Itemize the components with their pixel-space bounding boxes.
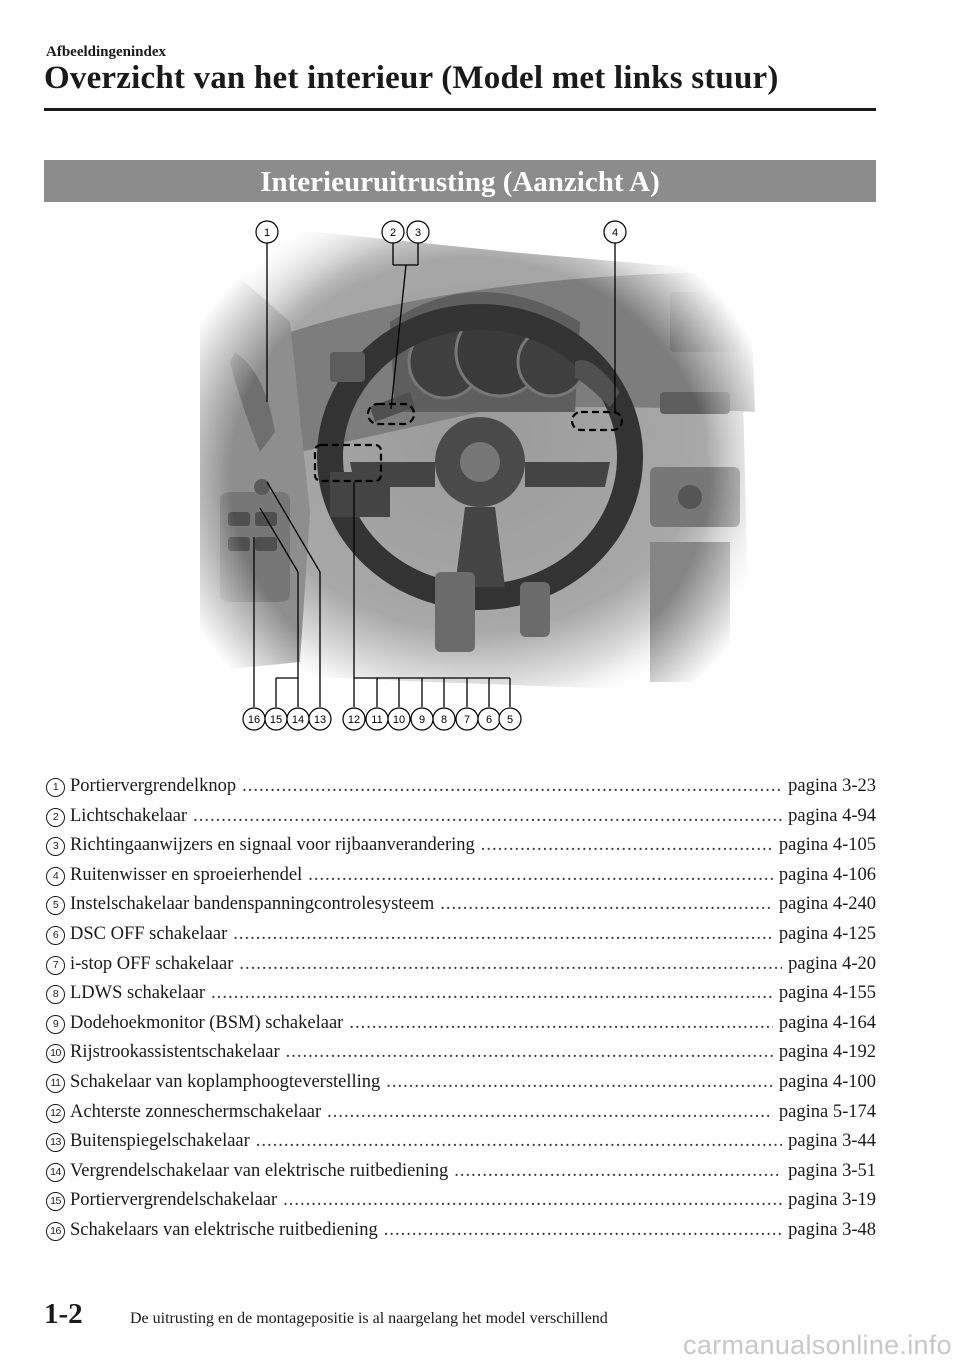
callout-1 — [256, 221, 278, 243]
page-reference[interactable]: pagina 3-23 — [788, 776, 876, 796]
page-reference[interactable]: pagina 3-19 — [788, 1190, 876, 1211]
svg-text:15: 15 — [269, 714, 283, 726]
interior-illustration — [180, 212, 760, 742]
svg-text:11: 11 — [371, 714, 383, 726]
item-number: 16 — [46, 1222, 65, 1241]
svg-text:12: 12 — [347, 714, 361, 726]
item-label: Achterste zonneschermschakelaar — [70, 1101, 322, 1122]
item-number: 9 — [46, 1015, 65, 1034]
item-label: i-stop OFF schakelaar — [70, 953, 234, 974]
item-label: Ruitenwisser en sproeierhendel — [70, 864, 303, 885]
callout-11 — [366, 708, 388, 730]
legend-item — [46, 1190, 876, 1220]
svg-text:3: 3 — [414, 227, 422, 239]
page-reference[interactable]: pagina 5-174 — [778, 1101, 876, 1122]
item-number: 6 — [46, 926, 65, 945]
legend-item — [46, 1161, 876, 1191]
legend-item — [46, 1013, 876, 1043]
page-reference[interactable]: pagina 3-48 — [788, 1219, 876, 1240]
callout-2 — [382, 221, 404, 243]
item-number: 4 — [46, 867, 65, 886]
page-reference[interactable]: pagina 3-44 — [788, 1131, 876, 1152]
callout-14 — [287, 708, 309, 730]
item-label: Rijstrookassistentschakelaar — [70, 1042, 280, 1063]
title-rule — [44, 108, 876, 111]
callout-6 — [478, 708, 500, 730]
page-reference[interactable]: pagina 4-125 — [778, 923, 876, 944]
callout-10 — [388, 708, 410, 730]
page-reference[interactable]: pagina 4-192 — [778, 1042, 876, 1063]
item-number: 5 — [46, 896, 65, 915]
legend-item — [46, 924, 876, 954]
page-reference[interactable]: pagina 4-94 — [788, 805, 876, 826]
page-reference[interactable]: pagina 4-105 — [778, 835, 876, 856]
svg-text:10: 10 — [392, 714, 406, 726]
page-reference[interactable]: pagina 4-20 — [788, 953, 876, 974]
legend-item — [46, 983, 876, 1013]
item-label: Portiervergrendelknop — [70, 776, 237, 796]
legend-item — [46, 865, 876, 895]
item-label: Lichtschakelaar — [70, 805, 188, 826]
legend-item — [46, 1102, 876, 1132]
section-banner: Interieuruitrusting (Aanzicht A) — [44, 160, 876, 202]
legend-item — [46, 806, 876, 836]
item-label: LDWS schakelaar — [70, 983, 206, 1004]
legend-item — [46, 954, 876, 984]
page-reference[interactable]: pagina 3-51 — [788, 1160, 876, 1181]
page-reference[interactable]: pagina 4-240 — [778, 894, 876, 915]
item-label: Vergrendelschakelaar van elektrische ruitbediening — [70, 1160, 449, 1181]
svg-text:2: 2 — [389, 227, 397, 239]
item-label: Buitenspiegelschakelaar — [70, 1131, 250, 1152]
item-label: Richtingaanwijzers en signaal voor rijbaanverandering — [70, 835, 475, 856]
page-title: Overzicht van het interieur (Model met links stuur) — [44, 60, 779, 96]
item-number: 2 — [46, 808, 65, 827]
page-reference[interactable]: pagina 4-106 — [778, 864, 876, 885]
svg-text:1: 1 — [263, 227, 271, 239]
legend-item — [46, 776, 876, 806]
legend-item — [46, 1131, 876, 1161]
legend-item — [46, 1042, 876, 1072]
legend-item — [46, 894, 876, 924]
callout-5 — [499, 708, 521, 730]
item-number: 13 — [46, 1133, 65, 1152]
item-label: Schakelaar van koplamphoogteverstelling — [70, 1071, 381, 1092]
page-number: 1-2 — [44, 1298, 83, 1330]
watermark: carmanualsonline.info — [683, 1330, 952, 1360]
item-number: 3 — [46, 837, 65, 856]
callout-12 — [343, 708, 365, 730]
item-label: Dodehoekmonitor (BSM) schakelaar — [70, 1012, 344, 1033]
legend-item — [46, 835, 876, 865]
svg-text:13: 13 — [313, 714, 327, 726]
page-reference[interactable]: pagina 4-164 — [778, 1012, 876, 1033]
page-reference[interactable]: pagina 4-100 — [778, 1071, 876, 1092]
item-number: 14 — [46, 1163, 65, 1182]
callout-7 — [456, 708, 478, 730]
item-number: 7 — [46, 956, 65, 975]
item-number: 1 — [46, 778, 65, 797]
callout-4 — [604, 221, 626, 243]
item-label: Instelschakelaar bandenspanningcontrolesysteem — [70, 894, 435, 915]
svg-text:16: 16 — [247, 714, 261, 726]
callout-15 — [265, 708, 287, 730]
svg-text:6: 6 — [485, 714, 493, 726]
svg-text:9: 9 — [418, 714, 426, 726]
svg-text:7: 7 — [463, 714, 471, 726]
svg-text:5: 5 — [506, 714, 514, 726]
callout-8 — [433, 708, 455, 730]
item-label: Schakelaars van elektrische ruitbediening — [70, 1219, 378, 1240]
page-reference[interactable]: pagina 4-155 — [778, 983, 876, 1004]
svg-text:14: 14 — [291, 714, 305, 726]
item-number: 12 — [46, 1104, 65, 1123]
callout-9 — [411, 708, 433, 730]
callout-16 — [243, 708, 265, 730]
svg-text:8: 8 — [440, 714, 448, 726]
item-number: 11 — [46, 1074, 65, 1093]
item-number: 10 — [46, 1044, 65, 1063]
item-number: 8 — [46, 985, 65, 1004]
legend-item — [46, 1072, 876, 1102]
callout-3 — [407, 221, 429, 243]
callout-13 — [309, 708, 331, 730]
component-legend — [46, 776, 876, 1250]
item-number: 15 — [46, 1192, 65, 1211]
section-kicker: Afbeeldingenindex — [46, 44, 167, 60]
item-label: DSC OFF schakelaar — [70, 923, 228, 944]
footer-note: De uitrusting en de montagepositie is al naargelang het model verschillend — [130, 1310, 608, 1327]
legend-item — [46, 1220, 876, 1250]
item-label: Portiervergrendelschakelaar — [70, 1190, 278, 1211]
svg-text:4: 4 — [611, 227, 619, 239]
